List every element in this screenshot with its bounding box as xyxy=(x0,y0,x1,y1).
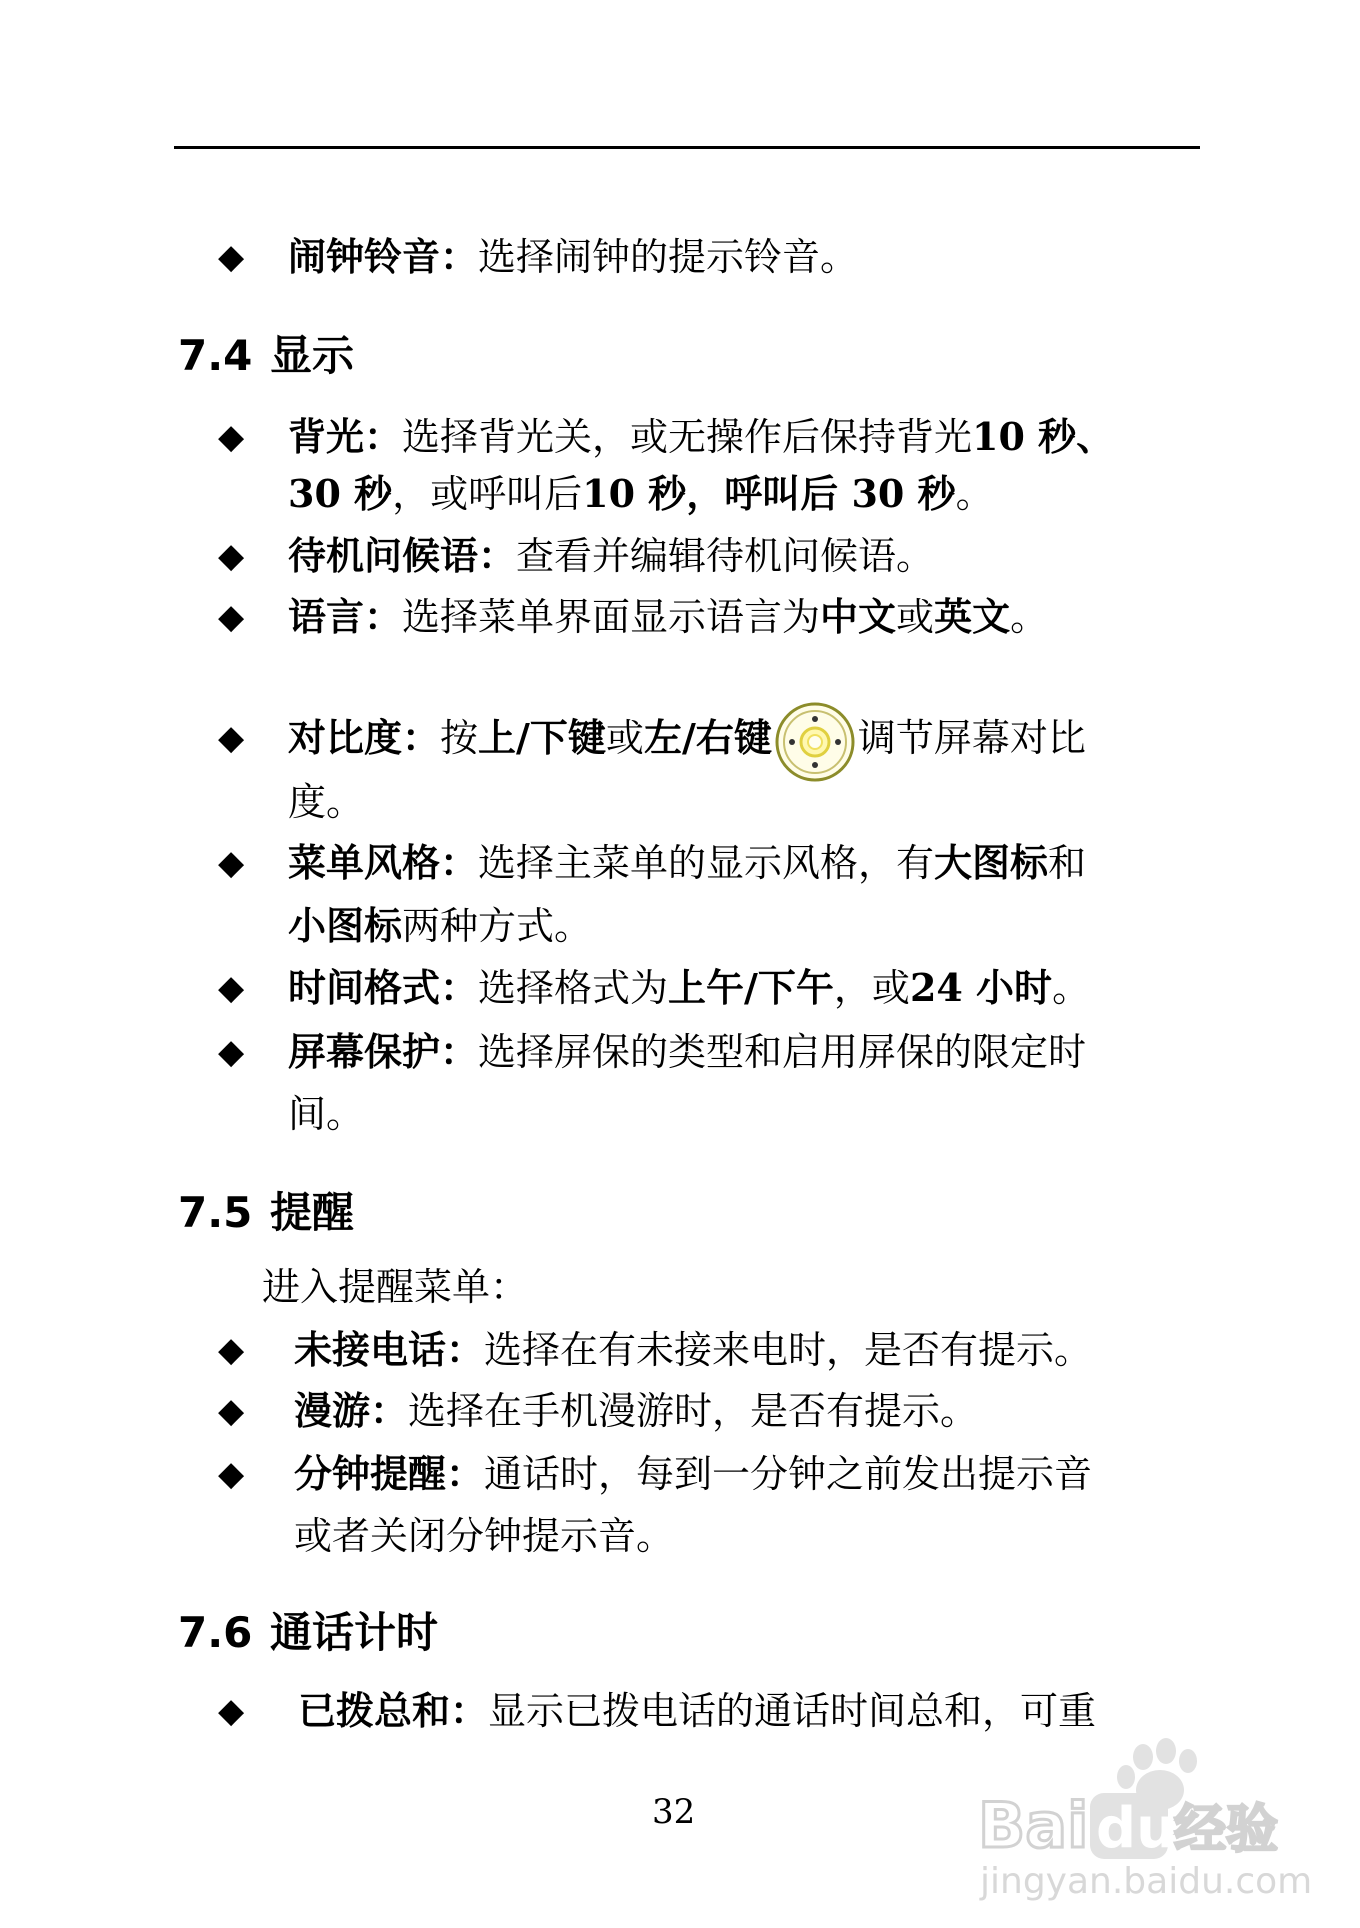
section-title: 提醒 xyxy=(270,1188,355,1237)
item-term: 分钟提醒： xyxy=(294,1451,485,1496)
bullet-icon: ◆ xyxy=(218,843,245,883)
section-heading-7-5 xyxy=(178,1188,354,1238)
item-term: 闹钟铃音： xyxy=(288,234,479,279)
item-emphasis: 上/下键 xyxy=(478,715,606,760)
item-term: 屏幕保护： xyxy=(288,1029,479,1074)
item-desc: 或者关闭分钟提示音。 xyxy=(294,1514,675,1558)
item-screensaver-line2 xyxy=(288,1092,364,1136)
section-intro: 进入提醒菜单： xyxy=(262,1265,529,1309)
bullet-icon: ◆ xyxy=(218,417,245,457)
bullet-icon: ◆ xyxy=(218,718,245,758)
bullet-icon: ◆ xyxy=(218,1691,245,1731)
section-heading-7-4 xyxy=(178,331,354,381)
item-emphasis: 24 小时 xyxy=(909,965,1053,1010)
item-desc: 。 xyxy=(1010,595,1049,639)
item-emphasis: 左/右键 xyxy=(643,715,772,760)
item-contrast-line2 xyxy=(288,780,364,824)
item-dialed-total xyxy=(298,1689,1096,1733)
item-desc: 选择格式为 xyxy=(478,966,669,1010)
item-desc: 选择屏保的类型和启用屏保的限定时 xyxy=(478,1030,1087,1074)
item-emphasis: 大图标 xyxy=(934,840,1049,885)
item-desc: ，或 xyxy=(833,966,910,1010)
item-emphasis: 上午/下午 xyxy=(668,965,834,1010)
item-minute-reminder-line1 xyxy=(294,1452,1092,1496)
item-emphasis: 10 秒，呼叫后 30 秒 xyxy=(582,471,956,516)
item-term: 待机问候语： xyxy=(288,533,517,578)
page-number: 32 xyxy=(652,1792,696,1832)
item-desc: 通话时，每到一分钟之前发出提示音 xyxy=(484,1452,1093,1496)
svg-text:经验: 经验 xyxy=(1174,1800,1279,1860)
bullet-icon: ◆ xyxy=(218,1454,245,1494)
item-desc: 。 xyxy=(955,472,994,516)
item-desc: 选择背光关，或无操作后保持背光 xyxy=(402,415,973,459)
item-emphasis: 30 秒 xyxy=(288,471,393,516)
item-term: 菜单风格： xyxy=(288,840,479,885)
item-backlight-line2 xyxy=(288,472,994,516)
item-term: 对比度： xyxy=(288,715,441,760)
item-emphasis: 英文 xyxy=(934,594,1011,639)
item-term: 漫游： xyxy=(294,1388,409,1433)
item-menu-style-line1 xyxy=(288,841,1086,885)
bullet-icon: ◆ xyxy=(218,237,245,277)
navigation-key-icon xyxy=(774,701,856,783)
section-number: 7.6 xyxy=(178,1608,253,1657)
item-desc: 选择菜单界面显示语言为 xyxy=(402,595,821,639)
item-desc: 选择在手机漫游时，是否有提示。 xyxy=(408,1389,979,1433)
item-desc: 显示已拨电话的通话时间总和，可重 xyxy=(488,1689,1097,1733)
baidu-watermark-url: jingyan.baidu.com xyxy=(980,1861,1313,1902)
bullet-icon: ◆ xyxy=(218,1391,245,1431)
item-language xyxy=(288,595,1048,639)
svg-text:Bai: Bai xyxy=(978,1789,1089,1862)
item-desc: 选择闹钟的提示铃音。 xyxy=(478,235,859,279)
item-term: 已拨总和： xyxy=(298,1688,489,1733)
item-desc: 两种方式。 xyxy=(402,904,593,948)
item-emphasis: 中文 xyxy=(820,594,897,639)
header-rule xyxy=(174,146,1200,149)
item-desc: 选择在有未接来电时，是否有提示。 xyxy=(484,1328,1093,1372)
item-desc: 或 xyxy=(896,595,935,639)
item-emphasis: 10 秒、 xyxy=(972,414,1115,459)
section-title: 通话计时 xyxy=(270,1608,439,1657)
item-backlight-line1 xyxy=(288,415,1114,459)
item-contrast-line1 xyxy=(288,716,1086,761)
item-term: 背光： xyxy=(288,414,403,459)
bullet-icon: ◆ xyxy=(218,968,245,1008)
item-desc: 或 xyxy=(605,716,644,760)
item-time-format xyxy=(288,966,1090,1010)
item-screensaver-line1 xyxy=(288,1030,1086,1074)
section-number: 7.5 xyxy=(178,1188,253,1237)
item-desc: ，或呼叫后 xyxy=(392,472,583,516)
item-alarm-tone xyxy=(288,235,858,279)
item-emphasis: 小图标 xyxy=(288,903,403,948)
item-desc: 选择主菜单的显示风格，有 xyxy=(478,841,935,885)
item-term: 时间格式： xyxy=(288,965,479,1010)
item-menu-style-line2 xyxy=(288,904,592,948)
section-heading-7-6 xyxy=(178,1608,438,1658)
item-desc: 和 xyxy=(1048,841,1087,885)
svg-text:du: du xyxy=(1096,1796,1176,1861)
item-desc: 按 xyxy=(440,716,479,760)
item-standby-greeting xyxy=(288,534,934,578)
bullet-icon: ◆ xyxy=(218,1032,245,1072)
section-number: 7.4 xyxy=(178,331,253,380)
item-term: 语言： xyxy=(288,594,403,639)
item-minute-reminder-line2 xyxy=(294,1514,674,1558)
item-roaming xyxy=(294,1389,978,1433)
item-term: 未接电话： xyxy=(294,1327,485,1372)
item-desc: 调节屏幕对比 xyxy=(857,716,1086,760)
section-title: 显示 xyxy=(270,331,355,380)
bullet-icon: ◆ xyxy=(218,1330,245,1370)
item-desc: 查看并编辑待机问候语。 xyxy=(516,534,935,578)
item-desc: 间。 xyxy=(288,1092,365,1136)
bullet-icon: ◆ xyxy=(218,536,245,576)
item-desc: 度。 xyxy=(288,780,365,824)
item-missed-call xyxy=(294,1328,1092,1372)
item-desc: 。 xyxy=(1052,966,1091,1010)
bullet-icon: ◆ xyxy=(218,597,245,637)
